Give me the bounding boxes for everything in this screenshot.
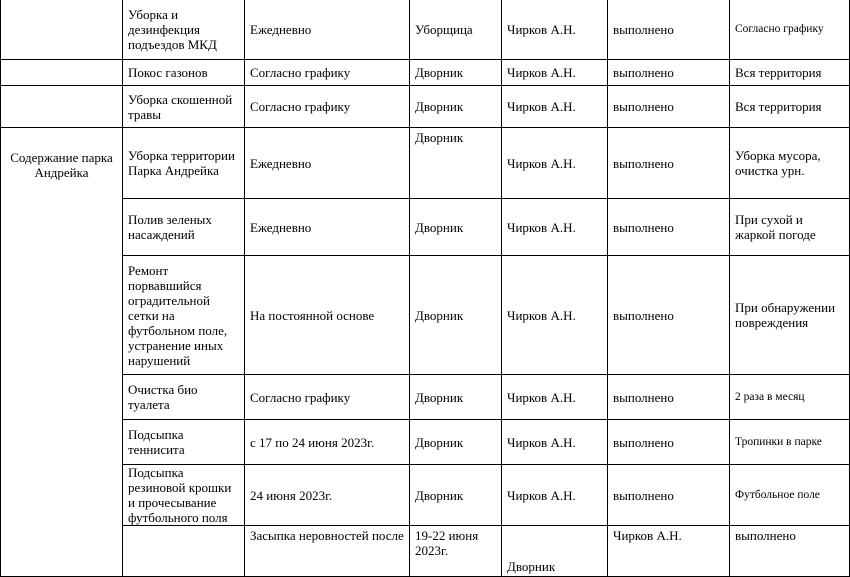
worker-cell: Уборщица <box>410 0 502 60</box>
worker-cell: Дворник <box>410 420 502 465</box>
worker-cell: Дворник <box>410 199 502 256</box>
period-cell: с 17 по 24 июня 2023г. <box>245 420 410 465</box>
table-row <box>1 0 850 60</box>
responsible-cell: Чирков А.Н. <box>502 465 608 526</box>
work-cell: Уборка территории Парка Андрейка <box>123 128 245 199</box>
work-cell: Полив зеленых насаждений <box>123 199 245 256</box>
status-cell: выполнено <box>608 420 730 465</box>
work-cell: Подсыпка теннисита <box>123 420 245 465</box>
period-cell: Согласно графику <box>245 86 410 128</box>
table-row <box>1 420 850 465</box>
note-cell: Согласно графику <box>730 0 850 60</box>
note-cell: При обнаружении повреждения <box>730 256 850 375</box>
note-cell: Уборка мусора, очистка урн. <box>730 128 850 199</box>
note-cell: Вся территория <box>730 86 850 128</box>
table-row <box>1 86 850 128</box>
table-row <box>1 526 850 577</box>
work-cell: Засыпка неровностей после <box>245 526 410 577</box>
status-cell: выполнено <box>730 526 850 577</box>
status-cell: выполнено <box>608 256 730 375</box>
work-cell: Уборка и дезинфекция подъездов МКД <box>123 0 245 60</box>
section-cell-empty <box>1 86 123 128</box>
table-row <box>1 256 850 375</box>
work-cell: Покос газонов <box>123 60 245 86</box>
table-row <box>1 465 850 526</box>
worker-cell: Дворник <box>410 86 502 128</box>
table-row <box>1 128 850 199</box>
section-cell-empty <box>123 526 245 577</box>
period-cell: Согласно графику <box>245 60 410 86</box>
note-cell: Вся территория <box>730 60 850 86</box>
work-cell: Уборка скошенной травы <box>123 86 245 128</box>
work-cell: Ремонт порвавшийся оградительной сетки на футбольном поле, устранение иных нарушений <box>123 256 245 375</box>
table-row <box>1 375 850 420</box>
responsible-cell: Чирков А.Н. <box>502 420 608 465</box>
status-cell: выполнено <box>608 128 730 199</box>
work-cell: Очистка био туалета <box>123 375 245 420</box>
period-cell: 24 июня 2023г. <box>245 465 410 526</box>
responsible-cell: Чирков А.Н. <box>502 199 608 256</box>
note-cell: Тропинки в парке <box>730 420 850 465</box>
section-cell-empty <box>1 60 123 86</box>
table-row <box>1 60 850 86</box>
status-cell: выполнено <box>608 60 730 86</box>
period-cell: 19-22 июня 2023г. <box>410 526 502 577</box>
responsible-cell: Чирков А.Н. <box>502 86 608 128</box>
worker-cell: Дворник <box>410 60 502 86</box>
worker-cell: Дворник <box>410 256 502 375</box>
status-cell: выполнено <box>608 375 730 420</box>
period-cell: Ежедневно <box>245 199 410 256</box>
status-cell: выполнено <box>608 199 730 256</box>
period-cell: Ежедневно <box>245 128 410 199</box>
section-cell-empty <box>1 0 123 60</box>
worker-cell: Дворник <box>410 375 502 420</box>
note-cell: Футбольное поле <box>730 465 850 526</box>
section-title-cell: Содержание парка Андрейка <box>1 128 123 577</box>
period-cell: Ежедневно <box>245 0 410 60</box>
work-cell: Подсыпка резиновой крошки и прочесывание футбольного поля <box>123 465 245 526</box>
worker-cell: Дворник <box>410 128 502 199</box>
responsible-cell: Чирков А.Н. <box>502 0 608 60</box>
status-cell: выполнено <box>608 465 730 526</box>
period-cell: На постоянной основе <box>245 256 410 375</box>
responsible-cell: Чирков А.Н. <box>502 60 608 86</box>
responsible-cell: Чирков А.Н. <box>502 128 608 199</box>
note-cell: При сухой и жаркой погоде <box>730 199 850 256</box>
status-cell: выполнено <box>608 86 730 128</box>
table-row <box>1 199 850 256</box>
period-cell: Согласно графику <box>245 375 410 420</box>
status-cell: выполнено <box>608 0 730 60</box>
responsible-cell: Чирков А.Н. <box>608 526 730 577</box>
worker-cell: Дворник <box>502 526 608 577</box>
note-cell: 2 раза в месяц <box>730 375 850 420</box>
responsible-cell: Чирков А.Н. <box>502 375 608 420</box>
worker-cell: Дворник <box>410 465 502 526</box>
responsible-cell: Чирков А.Н. <box>502 256 608 375</box>
